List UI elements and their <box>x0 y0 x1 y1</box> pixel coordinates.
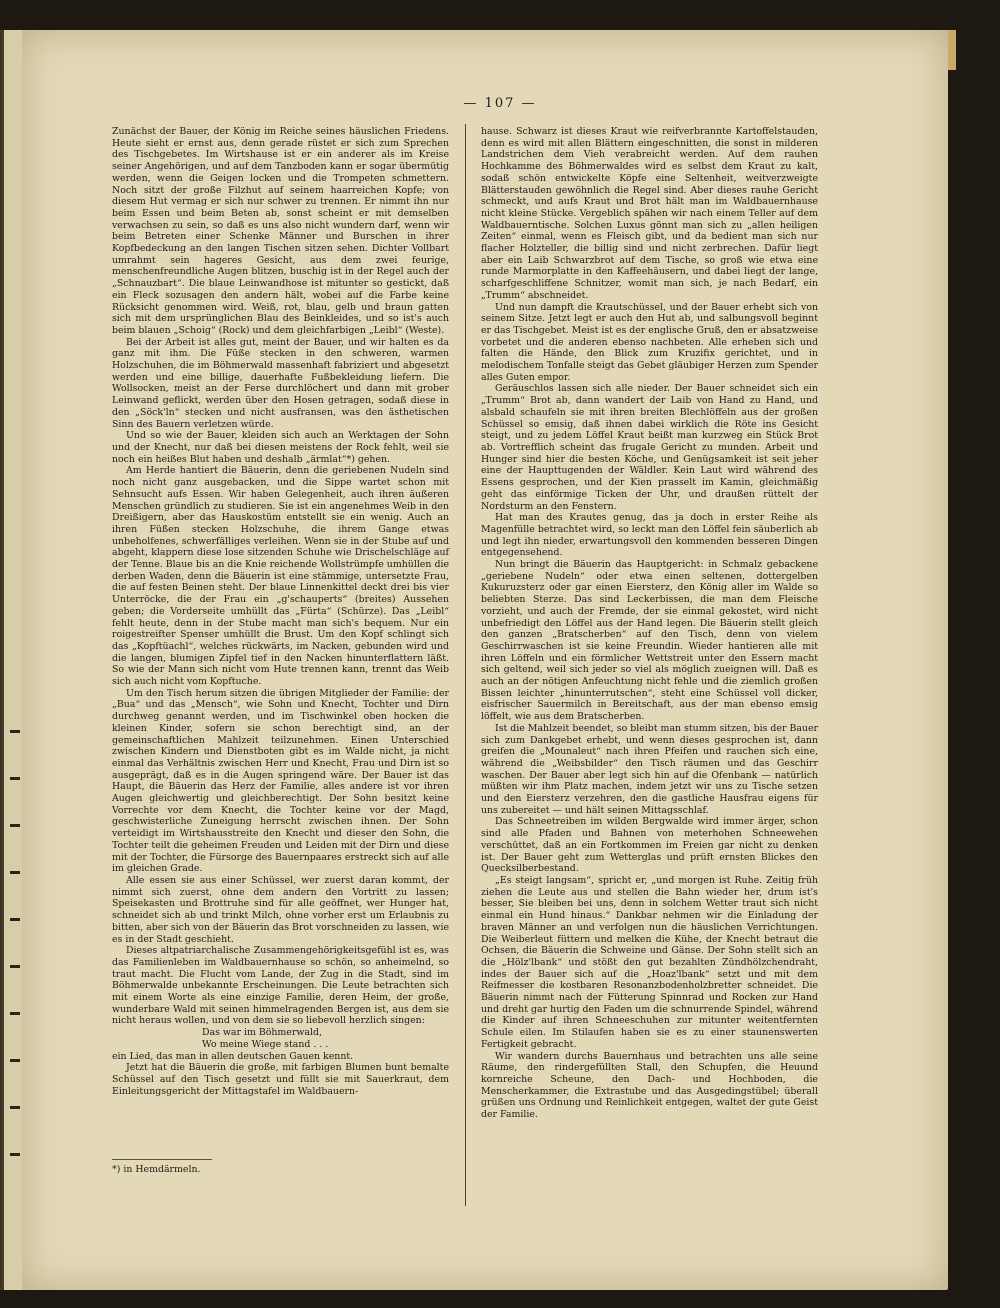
page-number: — 107 — <box>463 96 537 111</box>
paragraph: Bei der Arbeit ist alles gut, meint der Bauer, und wir halten es da ganz mit ihm. Die Füße stecken in den schweren, warmen Holzschuhen, die im Böhmerwald massenhaft fabriziert und abgesetzt werden und eine billige, dauerhafte Fußbekleidung liefern. Die Wollsocken, meist an der Ferse durchlöchert und dann mit grober Leinwand geflickt, werden über den Hosen getragen, sodaß diese in den „Söck'ln“ stecken und nicht ausfransen, was den ästhetischen Sinn des Bauern verletzen würde. <box>112 336 449 430</box>
paragraph: Am Herde hantiert die Bäuerin, denn die geriebenen Nudeln sind noch nicht ganz ausgebacken, und die Sippe wartet schon mit Sehnsucht aufs Essen. Wir haben Gelegenheit, auch ihren äußeren Menschen gründlich zu studieren. Sie ist ein angenehmes Weib in den Dreißigern, aber das Hauskostüm entstellt sie ein wenig. Auch an ihren Füßen stecken Holzschuhe, die ihrem Gange etwas unbeholfenes, schwerfälliges verleihen. Wenn sie in der Stube auf und abgeht, klappern diese lose sitzenden Schuhe wie Drischelschläge auf der Tenne. Blaue bis an die Knie reichende Wollstrümpfe umhüllen die derben Waden, denn die Bäuerin ist eine stämmige, untersetzte Frau, die auf festen Beinen steht. Der blaue Linnenkittel deckt drei bis vier Unterröcke, die der Frau ein „g'schauperts“ (breites) Aussehen geben; die Vorderseite umhüllt das „Fürta“ (Schürze). Das „Leibl“ fehlt heute, denn in der Stube macht man sich's bequem. Nur ein roigestreifter Spenser umhüllt die Brust. Um den Kopf schlingt sich das „Kopftüachl“, welches rückwärts, im Nacken, gebunden wird und die langen, blumigen Zipfel tief in den Nacken hinunterflattern läßt. So wie der Mann sich nicht vom Hute trennen kann, trennt das Weib sich auch nicht vom Kopftuche. <box>112 465 449 688</box>
paragraph: ein Lied, das man in allen deutschen Gauen kennt. <box>112 1050 354 1062</box>
paragraph: Und so wie der Bauer, kleiden sich auch an Werktagen der Sohn und der Knecht, nur daß bei diesen meistens der Rock fehlt, weil sie noch ein heißes Blut haben und deshalb „ärmlat“*) gehen. <box>112 430 449 465</box>
paragraph: Das Schneetreiben im wilden Bergwalde wird immer ärger, schon sind alle Pfaden und Bahnen von meterhohen Schneewehen verschüttet, daß an ein Fortkommen im Freien gar nicht zu denken ist. Der Bauer geht zum Wetterglas und prüft ernsten Blickes den Quecksilberbestand. <box>481 816 818 875</box>
paragraph: Zunächst der Bauer, der König im Reiche seines häuslichen Friedens. Heute sieht er ernst aus, denn gerade rüstet er sich zum Sprechen des Tischgebetes. Im Wirtshause ist er ein anderer als im Kreise seiner Angehörigen, und auf dem Tanzboden kann er sogar übermütig werden, wenn die Geigen locken und die Trompeten schmettern. Noch sitzt der große Filzhut auf seinem haarreichen Kopfe; von diesem Hut vermag er sich nur schwer zu trennen. Er nimmt ihn nur beim Essen und beim Beten ab, sonst scheint er mit demselben verwachsen zu sein, so daß es uns also nicht wundern darf, wenn wir beim Betreten einer Schenke Männer und Burschen in ihrer Kopfbedeckung an den langen Tischen sitzen sehen. Dichter Vollbart umrahmt sein hageres Gesicht, aus dem zwei feurige, menschenfreundliche Augen blitzen, buschig ist in der Regel auch der „Schnauzbart“. Die blaue Leinwandhose ist mitunter so gestickt, daß ein Fleck sozusagen den andern hält, wobei auf die Farbe keine Rücksicht genommen wird. Weiß, rot, blau, gelb und braun gatten sich mit dem ursprünglichen Blau des Beinkleides, und so ist's auch beim blauen „Schoig“ (Rock) und dem gleichfarbigen „Leibl“ (Weste). <box>112 126 449 336</box>
paragraph: hause. Schwarz ist dieses Kraut wie reifverbrannte Kartoffelstauden, denn es wird mit allen Blättern eingeschnitten, die sonst in milderen Landstrichen dem Vieh verabreicht werden. Auf dem rauhen Hochkamme des Böhmerwaldes wird es selbst dem Kraut zu kalt, sodaß schön entwickelte Köpfe eine Seltenheit, weitverzweigte Blätterstauden gewöhnlich die Regel sind. Aber dieses rauhe Gericht schmeckt, und aufs Kraut und Brot hält man im Waldbauernhause nicht kleine Stücke. Vergeblich spähen wir nach einem Teller auf dem Waldbauerntische. Solchen Luxus gönnt man sich zu „allen heiligen Zeiten“ einmal, wenn es Fleisch gibt, und da bedient man sich nur flacher Holzteller, die billig sind und nicht zerbrechen. Dafür liegt aber ein Laib Schwarzbrot auf dem Tische, so groß wie etwa eine runde Marmorplatte in den Kaffeehäusern, und dabei liegt der lange, scharfgeschliffene Schnitzer, womit man sich, je nach Bedarf, ein „Trumm“ abschneidet. <box>481 126 818 301</box>
paragraph: Geräuschlos lassen sich alle nieder. Der Bauer schneidet sich ein „Trumm“ Brot ab, dann wandert der Laib von Hand zu Hand, und alsbald schaufeln sie mit ihren breiten Blechlöffeln aus der großen Schüssel so emsig, daß ihnen dabei wirklich die Röte ins Gesicht steigt, und zu jedem Löffel Kraut beißt man kurzweg ein Stück Brot ab. Vortrefflich scheint das frugale Gericht zu munden. Arbeit und Hunger sind hier die besten Köche, und Genügsamkeit ist seit jeher eine der Haupttugenden der Wäldler. Kein Laut wird während des Essens gesprochen, und der Kien prasselt im Kamin, gleichmäßig geht das einförmige Ticken der Uhr, und draußen rüttelt der Nordsturm an den Fenstern. <box>481 383 818 512</box>
footnote-rule <box>112 1159 212 1160</box>
paragraph: Und nun dampft die Krautschüssel, und der Bauer erhebt sich von seinem Sitze. Jetzt legt er auch den Hut ab, und salbungsvoll beginnt er das Tischgebet. Meist ist es der englische Gruß, den er absatzweise vorbetet und die anderen ebenso nachbeten. Alle erheben sich und falten die Hände, den Blick zum Kruzifix gerichtet, und in melodischem Tonfalle steigt das Gebet gläubiger Herzen zum Spender alles Guten empor. <box>481 301 818 383</box>
poem-line: Das war im Böhmerwald, <box>202 1027 322 1039</box>
column-divider <box>465 124 466 1206</box>
paragraph: „Es steigt langsam“, spricht er, „und morgen ist Ruhe. Zeitig früh ziehen die Leute aus und stellen die Bahn wieder her, drum ist's besser, Sie bleiben bei uns, denn in solchem Wetter traut sich nicht einmal ein Hund hinaus.“ Dankbar nehmen wir die Einladung der braven Männer an und verfolgen nun die häuslichen Verrichtungen. Die Weiberleut füttern und melken die Kühe, der Knecht betraut die Ochsen, die Bäuerin die Schweine und Gänse. Der Sohn stellt sich an die „Hölz'lbank“ und stößt den gut bezahlten Zündhölzchendraht, indes der Bauer sich auf die „Hoaz'lbank“ setzt und mit dem Reifmesser die kostbaren Resonanzbodenholzbretter schneidet. Die Bäuerin nimmt nach der Fütterung Spinnrad und Rocken zur Hand und dreht gar hurtig den Faden um die schnurrende Spindel, während die Kinder auf ihren Schneeschuhen zur mitunter weitentfernten Schule eilen. Im Stilaufen haben sie es zu einer staunenswerten Fertigkeit gebracht. <box>481 875 818 1050</box>
song-quote <box>112 1027 449 1050</box>
paragraph: Nun bringt die Bäuerin das Hauptgericht: in Schmalz gebackene „geriebene Nudeln“ oder etwa einen seltenen, dottergelben Kukuruzsterz oder gar einen Eiersterz, den König aller im Walde so beliebten Sterze. Das sind Leckerbissen, die man dem Fleische vorzieht, und auch der Fremde, der sie einmal gekostet, wird nicht unbefriedigt den Löffel aus der Hand legen. Die Bäuerin stellt gleich den ganzen „Bratscherben“ auf den Tisch, denn von vielem Geschirrwaschen ist sie keine Freundin. Wieder hantieren alle mit ihren Löffeln und ein förmlicher Wettstreit unter den Essern macht sich geltend, weil sich jeder so viel als möglich zueignen will. Daß es auch an der nötigen Anfeuchtung nicht fehle und die ziemlich großen Bissen leichter „hinunterrutschen“, steht eine Schüssel voll dicker, eisfrischer Sauermilch in Bereitschaft, aus der man ebenso emsig löffelt, wie aus dem Bratscherben. <box>481 559 818 723</box>
poem-line: Wo meine Wiege stand . . . <box>202 1038 329 1050</box>
paragraph: Wir wandern durchs Bauernhaus und betrachten uns alle seine Räume, den rindergefüllten Stall, den Schupfen, die Heuund kornreiche Scheune, den Dach- und Hochboden, die Menscherkammer, die Extrastube und das Ausgedingstübel; überall grüßen uns Ordnung und Reinlichkeit entgegen, waltet der gute Geist der Familie. <box>481 1050 818 1121</box>
paragraph: Ist die Mahlzeit beendet, so bleibt man stumm sitzen, bis der Bauer sich zum Dankgebet erhebt, und wenn dieses gesprochen ist, dann greifen die „Mounaleut“ nach ihren Pfeifen und rauchen sich eine, während die „Weibsbilder“ den Tisch räumen und das Geschirr waschen. Der Bauer aber legt sich hin auf die Ofenbank — natürlich müßten wir ihm Platz machen, indem jetzt wir uns zu Tische setzen und den Eiersterz verzehren, den die gastliche Hausfrau eigens für uns zubereitet — und hält seinen Mittagsschlaf. <box>481 722 818 816</box>
paragraph: Dieses altpatriarchalische Zusammengehörigkeitsgefühl ist es, was das Familienleben im Waldbauernhause so schön, so anheimelnd, so traut macht. Die Flucht vom Lande, der Zug in die Stadt, sind im Böhmerwalde unbekannte Erscheinungen. Die Leute betrachten sich mit einem Worte als eine einzige Familie, deren Heim, der große, wunderbare Wald mit seinen himmelragenden Bergen ist, aus dem sie nicht heraus wollen, und von dem sie so liebevoll herzlich singen: <box>112 945 449 1027</box>
left-column <box>112 126 449 1097</box>
paragraph: Um den Tisch herum sitzen die übrigen Mitglieder der Familie: der „Bua“ und das „Mensch“, wie Sohn und Knecht, Tochter und Dirn durchweg genannt werden, und im Tischwinkel oben hocken die kleinen Kinder, sofern sie schon berechtigt sind, an der gemeinschaftlichen Mahlzeit teilzunehmen. Einen Unterschied zwischen Kindern und Dienstboten gibt es im Walde nicht, ja nicht einmal das Verhältnis zwischen Herr und Knecht, Frau und Dirn ist so ausgeprägt, daß es in die Augen springend wäre. Der Bauer ist das Haupt, die Bäuerin das Herz der Familie, alles andere ist vor ihren Augen gleichwertig und gleichberechtigt. Der Sohn besitzt keine Vorrechte vor dem Knecht, die Tochter keine vor der Magd, geschwisterliche Zuneigung herrscht zwischen ihnen. Der Sohn verteidigt im Wirtshausstreite den Knecht und dieser den Sohn, die Tochter teilt die geheimen Freuden und Leiden mit der Dirn und diese mit der Tochter, die Fürsorge des Bauernpaares erstreckt sich auf alle im gleichen Grade. <box>112 687 449 875</box>
edge-marks <box>10 730 22 1200</box>
paragraph: Hat man des Krautes genug, das ja doch in erster Reihe als Magenfülle betrachtet wird, so leckt man den Löffel fein säuberlich ab und legt ihn nieder, erwartungsvoll den kommenden besseren Dingen entgegensehend. <box>481 512 818 559</box>
paragraph: Jetzt hat die Bäuerin die große, mit farbigen Blumen bunt bemalte Schüssel auf den Tisch gesetzt und füllt sie mit Sauerkraut, dem Einleitungsgericht der Mittagstafel im Waldbauern- <box>112 1062 449 1097</box>
paragraph: Alle essen sie aus einer Schüssel, wer zuerst daran kommt, der nimmt sich zuerst, ohne dem andern den Vortritt zu lassen; Speisekasten und Brottruhe sind für alle geöffnet, wer Hunger hat, schneidet sich ab und trinkt Milch, ohne vorher erst um Erlaubnis zu bitten, aber sich von der Bäuerin das Brot vorschneiden zu lassen, wie es in der Stadt geschieht. <box>112 875 449 945</box>
footnote: *) in Hemdärmeln. <box>112 1164 201 1175</box>
right-column <box>481 126 818 1121</box>
